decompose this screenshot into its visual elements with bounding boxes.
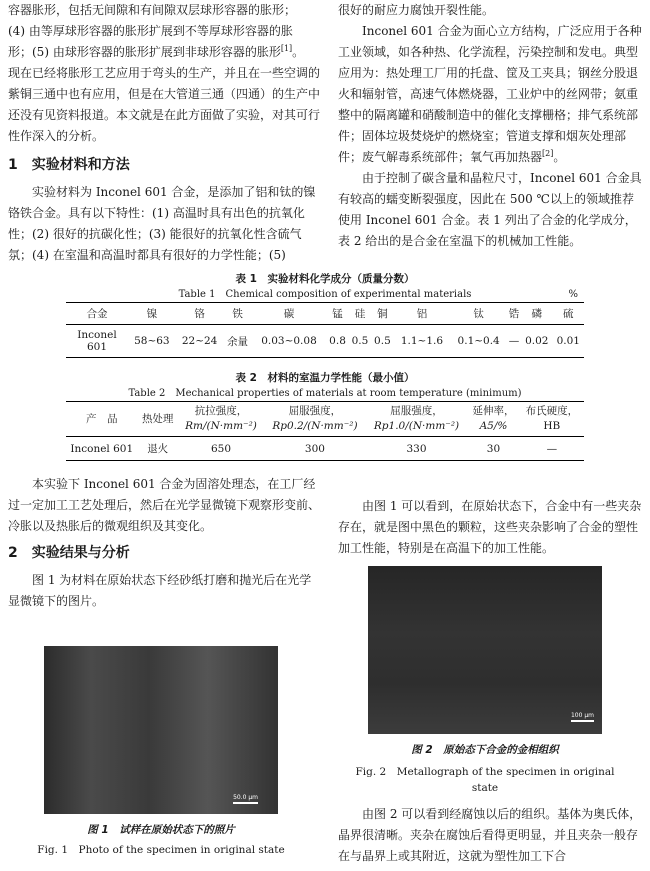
scale-line <box>571 720 594 722</box>
table1-caption-en <box>66 287 584 302</box>
table1 <box>66 302 584 358</box>
table-cell: — <box>546 442 558 455</box>
paragraph <box>338 21 644 168</box>
paragraph: 图 1 为材料在原始状态下经砂纸打磨和抛光后在光学显微镜下的图片。 <box>8 573 312 608</box>
table2-caption-en: Table 2 Mechanical properties of materials at room temperature (minimum) <box>128 388 522 399</box>
header-cell: 磷 <box>521 303 552 325</box>
header-text: 抗拉强度， <box>194 405 248 417</box>
scale-bar <box>571 712 594 722</box>
table-cell: 退火 <box>147 443 169 455</box>
text-line: 容器胀形，包括无间隙和有间隙双层球形容器的胀形； <box>8 3 297 17</box>
header-text: 产 品 <box>86 412 118 425</box>
table-cell: 0.5 <box>374 335 391 347</box>
caption-text: Table 1 Chemical composition of experimental materials <box>178 289 472 300</box>
caption-en: Fig. 2 Metallograph of the specimen in original state <box>355 766 615 794</box>
header-unit: HB <box>543 420 561 432</box>
text-line: (4) 由等厚球形容器的胀形扩展到不等厚球形容器的胀 <box>8 24 293 38</box>
text-span: Inconel 601 合金为面心立方结构，广泛应用于各种工业领域，如各种热、化学流程，污染控制和发电。典型应用为：热处理工厂用的托盘、筐及工夹具；钢丝分股退火和辐射管，高速气体燃烧器，工业炉中的丝网带；氨重整中的隔离罐和硝酸制造中的催化支撑栅格；排气系统部件；固体垃圾焚烧炉的燃烧室；管道支撑和烟灰处理部件；废气解毒系统部件；氧气再加热器 <box>338 24 642 164</box>
scale-label: 100 μm <box>570 712 594 719</box>
scale-label: 50.0 μm <box>233 794 258 801</box>
header-cell: 碳 <box>252 303 327 325</box>
header-cell: 硅 <box>349 303 371 325</box>
header-cell: 铝 <box>394 303 451 325</box>
header-cell <box>264 402 366 437</box>
table2-caption-zh: 表 2 材料的室温力学性能（最小值） <box>235 372 415 384</box>
header-text: 热处理 <box>141 412 174 425</box>
paragraph: 实验材料为 Inconel 601 合金，是添加了铝和钛的镍铬铁合金。具有以下特性：(1) 高温时具有出色的抗氧化性；(2) 很好的抗碳化性；(3) 能很好的抗氧化性含硫气氛；(4) 在室温和高温时都具有很好的力学性能；(5) <box>8 185 316 262</box>
figure2-caption <box>344 742 626 796</box>
header-cell: 镍 <box>128 303 176 325</box>
table-cell: 22~24 <box>181 335 218 347</box>
header-unit: Rp1.0/(N·mm⁻²) <box>373 420 460 432</box>
table-cell: 0.5 <box>351 335 369 347</box>
table-cell: 0.1~0.4 <box>457 335 500 347</box>
header-cell: 锆 <box>507 303 521 325</box>
header-cell <box>138 402 178 437</box>
caption-zh: 图 2 原始态下合金的金相组织 <box>411 744 559 756</box>
text-span: 。 <box>553 150 566 164</box>
text-span: 形；(5) 由球形容器的胀形扩展到非球形容器的胀形 <box>8 45 281 59</box>
table-cell: 30 <box>486 442 501 455</box>
figure1-caption <box>20 822 302 858</box>
caption-en: Fig. 1 Photo of the specimen in original state <box>37 844 285 856</box>
left-column-bottom <box>8 474 320 612</box>
text-line <box>8 42 320 63</box>
table-cell: 330 <box>406 442 427 455</box>
header-cell <box>366 402 468 437</box>
header-cell: 锰 <box>326 303 348 325</box>
table-cell: 余量 <box>227 335 249 348</box>
header-cell <box>178 402 264 437</box>
paragraph: 由图 1 可以看到，在原始状态下，合金中有一些夹杂存在，就是图中黑色的颗粒，这些夹杂影响了合金的塑性加工性能，特别是在高温下的加工性能。 <box>338 499 642 555</box>
table2 <box>66 401 584 461</box>
header-cell: 铁 <box>223 303 251 325</box>
header-cell <box>66 402 138 437</box>
header-cell <box>467 402 519 437</box>
header-cell: 钛 <box>450 303 507 325</box>
table-cell: 1.1~1.6 <box>400 335 444 347</box>
right-column-middle <box>338 496 644 559</box>
metallograph-photo <box>368 566 602 734</box>
micrograph-photo <box>44 646 278 814</box>
table-cell: 0.02 <box>525 335 549 347</box>
header-unit: Rm/(N·mm⁻²) <box>185 420 257 432</box>
header-text: 屈服强度， <box>288 405 342 417</box>
header-cell: 硫 <box>553 303 584 325</box>
paragraph: 由图 2 可以看到经腐蚀以后的组织。基体为奥氏体，晶界很清晰。夹杂在腐蚀后看得更明显，并且夹杂一般存在与晶界上或其附近，这就为塑性加工下合 <box>338 807 642 863</box>
section-heading: 2 实验结果与分析 <box>8 545 130 561</box>
header-cell <box>520 402 584 437</box>
table-cell: 300 <box>304 442 325 455</box>
reference-marker: [1] <box>280 44 293 53</box>
table-header-row <box>66 303 584 325</box>
reference-marker: [2] <box>542 149 554 158</box>
table-cell: Inconel 601 <box>77 329 117 353</box>
left-column-top <box>8 0 320 266</box>
right-column-top <box>338 0 644 252</box>
right-column-bottom <box>338 804 644 867</box>
table-cell: 650 <box>211 442 232 455</box>
table-row <box>66 325 584 358</box>
text-span: 。 <box>292 45 305 59</box>
header-cell: 合金 <box>66 303 128 325</box>
header-text: 延伸率， <box>472 405 515 417</box>
header-unit: Rp0.2/(N·mm⁻²) <box>272 420 358 432</box>
header-text: 布氏硬度， <box>525 405 579 417</box>
table-cell: 0.01 <box>556 335 580 347</box>
paragraph: 现在已经将胀形工艺应用于弯头的生产，并且在一些空调的紫铜三通中也有应用，但是在大管道三通（四通）的生产中还没有见资料报道。本文就是在此方面做了实验，对其可行性作深入的分析。 <box>8 66 321 143</box>
tables-block <box>66 272 584 461</box>
scale-line <box>233 802 258 804</box>
text-line: 很好的耐应力腐蚀开裂性能。 <box>338 3 495 17</box>
section-heading: 1 实验材料和方法 <box>8 157 130 173</box>
header-unit: A5/% <box>479 420 508 432</box>
table-cell: Inconel 601 <box>70 442 134 455</box>
header-cell: 铜 <box>371 303 393 325</box>
paragraph: 本实验下 Inconel 601 合金为固溶处理态，在工厂经过一定加工工艺处理后，然后在光学显微镜下观察形变前、冷胀以及热胀后的微观组织及其变化。 <box>8 477 321 533</box>
scale-bar <box>233 794 258 804</box>
table-cell: 58~63 <box>134 335 170 347</box>
header-cell: 铬 <box>176 303 224 325</box>
table-header-row <box>66 402 584 437</box>
table-cell: 0.03~0.08 <box>261 335 317 347</box>
paragraph: 由于控制了碳含量和晶粒尺寸，Inconel 601 合金具有较高的蠕变断裂强度，因此在 500 ℃以上的领域推荐使用 Inconel 601 合金。表 1 列出了合金的化学成分，表 2 给出的是合金在室温下的机械加工性能。 <box>338 171 642 248</box>
table-cell: — <box>508 335 520 347</box>
table1-caption-zh: 表 1 实验材料化学成分（质量分数） <box>235 273 415 285</box>
caption-zh: 图 1 试样在原始状态下的照片 <box>87 824 235 836</box>
table-row <box>66 437 584 461</box>
unit-label: % <box>568 289 578 300</box>
table-cell: 0.8 <box>329 335 346 347</box>
header-text: 屈服强度， <box>390 405 443 417</box>
